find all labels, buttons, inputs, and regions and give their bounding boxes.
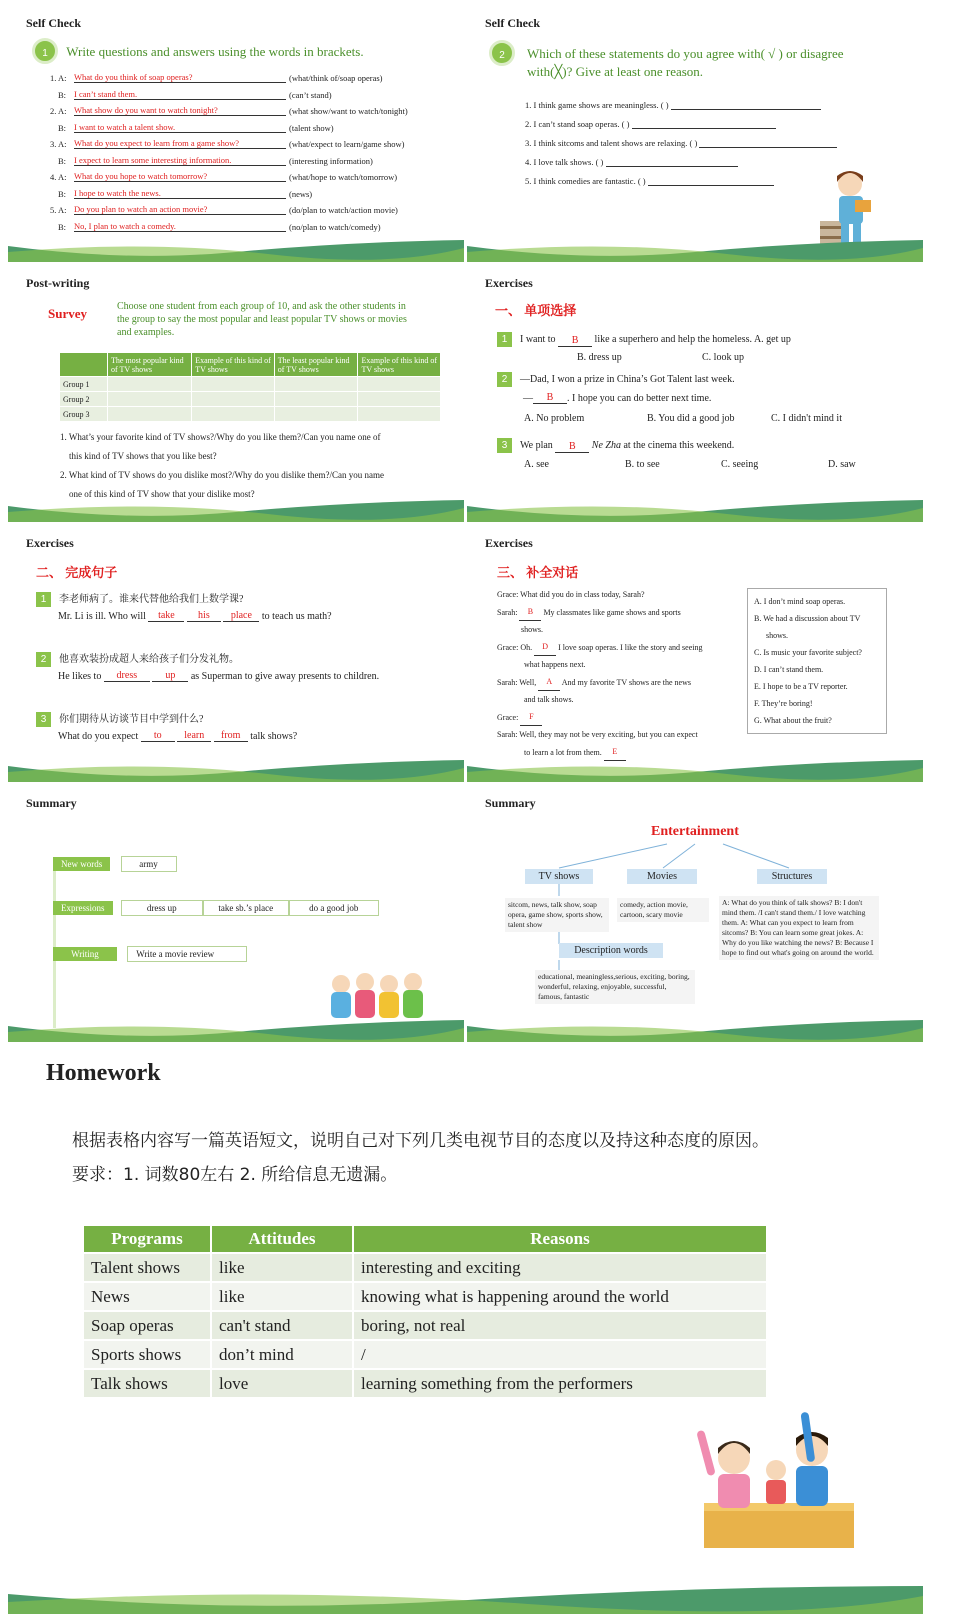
answer: B bbox=[527, 607, 534, 616]
answer-option: E. I hope to be a TV reporter. bbox=[754, 682, 848, 691]
wave-decoration bbox=[8, 1020, 464, 1042]
hint: (interesting information) bbox=[289, 155, 373, 166]
summary-item: do a good job bbox=[289, 900, 379, 916]
summary-category: Expressions bbox=[53, 901, 113, 915]
table-cell[interactable] bbox=[192, 407, 275, 422]
qa-row bbox=[58, 155, 373, 166]
slide-title: Exercises bbox=[485, 536, 533, 550]
qa-row bbox=[58, 122, 334, 133]
table-cell: Soap operas bbox=[83, 1311, 211, 1340]
answer: B bbox=[568, 441, 576, 452]
table-cell[interactable] bbox=[274, 392, 358, 407]
slide-summary-1 bbox=[8, 788, 464, 1042]
step-number-badge: 1 bbox=[32, 38, 58, 64]
answer: to bbox=[153, 730, 162, 741]
answer-option: F. They’re boring! bbox=[754, 699, 813, 708]
table-cell: Talent shows bbox=[83, 1253, 211, 1282]
qa-label: 3. A: bbox=[50, 139, 67, 149]
table-cell: can't stand bbox=[211, 1311, 353, 1340]
table-row bbox=[83, 1253, 767, 1282]
option: D. saw bbox=[828, 459, 856, 470]
table-row bbox=[83, 1340, 767, 1369]
summary-category: Writing bbox=[53, 947, 117, 961]
slide-exercises-complete-sentences: Exercises 二、 完成句子 1 李老师病了。谁来代替他给我们上数学课? Mr. Li is ill. Who will take his place to teach us math? 2 他喜欢装扮成超人来给孩子们分发礼物。 He likes to dress up as Superman to give away presents to children. 3 你们期待从访谈节目中学到什么? What do you expect to learn from talk shows? bbox=[8, 528, 464, 782]
mindmap-branch: Description words bbox=[559, 943, 663, 958]
hint: (what show/want to watch/tonight) bbox=[289, 106, 408, 116]
answer: I expect to learn some interesting information. bbox=[74, 154, 232, 165]
group-label: Group 3 bbox=[60, 407, 108, 422]
table-cell: love bbox=[211, 1369, 353, 1398]
statement-row bbox=[525, 119, 776, 129]
wave-decoration bbox=[8, 240, 464, 262]
slide-title: Self Check bbox=[485, 16, 540, 30]
table-cell: / bbox=[353, 1340, 767, 1369]
wave-decoration bbox=[8, 1584, 923, 1614]
instruction-line-1: 根据表格内容写一篇英语短文，说明自己对下列几类电视节目的态度以及持这种态度的原因。 bbox=[72, 1131, 769, 1151]
slide-title: Exercises bbox=[485, 276, 533, 290]
answer-option: A. I don’t mind soap operas. bbox=[754, 597, 846, 606]
question-number: 2 bbox=[36, 652, 51, 667]
statement: 4. I love talk shows. ( ) bbox=[525, 157, 604, 167]
answer: take bbox=[158, 610, 175, 621]
statement: 1. I think game shows are meaningless. ( ) bbox=[525, 100, 669, 110]
answer: F bbox=[529, 712, 534, 721]
answer: up bbox=[165, 670, 176, 681]
question-number: 1 bbox=[36, 592, 51, 607]
mindmap-leaf: sitcom, news, talk show, soap opera, game show, sports show, talent show bbox=[505, 898, 609, 932]
mindmap-root: Entertainment bbox=[651, 824, 739, 839]
answer: E bbox=[612, 747, 618, 756]
table-row bbox=[83, 1311, 767, 1340]
statement: 5. I think comedies are fantastic. ( ) bbox=[525, 176, 646, 186]
qa-row bbox=[58, 188, 312, 199]
table-header: Attitudes bbox=[211, 1225, 353, 1253]
chinese-prompt: 李老师病了。谁来代替他给我们上数学课? bbox=[59, 594, 244, 605]
homework-table bbox=[82, 1224, 768, 1399]
survey-instruction: Choose one student from each group of 10, and ask the other students in the group to say the most popular and least popular TV shows or movies and examples. bbox=[117, 301, 407, 338]
chinese-prompt: 你们期待从访谈节目中学到什么? bbox=[59, 714, 204, 725]
group-label: Group 2 bbox=[60, 392, 108, 407]
summary-item: army bbox=[121, 856, 177, 872]
mindmap-leaf: educational, meaningless,serious, exciting, boring, wonderful, relaxing, enjoyable, successful, famous, fantastic bbox=[535, 970, 695, 1004]
statement: 3. I think sitcoms and talent shows are relaxing. ( ) bbox=[525, 138, 698, 148]
hint: (news) bbox=[289, 188, 313, 199]
slide-self-check-2 bbox=[467, 8, 923, 262]
option: C. seeing bbox=[721, 459, 759, 470]
slide-self-check-1 bbox=[8, 8, 464, 262]
table-header: Example of this kind of TV shows bbox=[192, 353, 275, 377]
slide-summary-mindmap bbox=[467, 788, 923, 1042]
table-cell[interactable] bbox=[192, 377, 275, 392]
answer: B bbox=[571, 335, 579, 346]
survey-label: Survey bbox=[48, 306, 87, 321]
answer-option: C. Is music your favorite subject? bbox=[754, 648, 862, 657]
mindmap-branch: TV shows bbox=[525, 869, 593, 884]
question-number: 3 bbox=[497, 438, 512, 453]
hint: (no/plan to watch/comedy) bbox=[289, 221, 381, 232]
qa-row bbox=[50, 72, 382, 83]
answer: B bbox=[546, 392, 554, 403]
table-cell: like bbox=[211, 1253, 353, 1282]
section-heading: 一、 单项选择 bbox=[495, 303, 577, 318]
qa-label: B: bbox=[58, 221, 67, 232]
hint: (can’t stand) bbox=[289, 89, 332, 100]
answer-options-box bbox=[747, 588, 887, 734]
qa-row bbox=[50, 105, 408, 116]
answer: his bbox=[198, 610, 210, 621]
qa-label: B: bbox=[58, 89, 67, 100]
summary-item: dress up bbox=[121, 900, 203, 916]
statement-row bbox=[525, 100, 821, 110]
table-cell[interactable] bbox=[108, 377, 192, 392]
table-cell: knowing what is happening around the world bbox=[353, 1282, 767, 1311]
wave-decoration bbox=[467, 500, 923, 522]
slide-title: Exercises bbox=[26, 536, 74, 550]
table-cell: like bbox=[211, 1282, 353, 1311]
hint: (what/expect to learn/game show) bbox=[289, 139, 405, 149]
answer-option: D. I can’t stand them. bbox=[754, 665, 824, 674]
slide-homework bbox=[8, 1048, 923, 1614]
question-number: 3 bbox=[36, 712, 51, 727]
hint: (do/plan to watch/action movie) bbox=[289, 205, 398, 215]
question-number: 2 bbox=[497, 372, 512, 387]
table-cell[interactable] bbox=[192, 392, 275, 407]
table-row bbox=[83, 1369, 767, 1398]
slide-post-writing bbox=[8, 268, 464, 522]
option: B. to see bbox=[625, 459, 660, 470]
table-cell[interactable] bbox=[358, 377, 441, 392]
group-label: Group 1 bbox=[60, 377, 108, 392]
question-1: 1. What’s your favorite kind of TV shows?/Why do you like them?/Can you name one of bbox=[60, 432, 381, 442]
answer: Do you plan to watch an action movie? bbox=[74, 204, 208, 214]
qa-row bbox=[58, 221, 381, 232]
tree-line bbox=[53, 858, 56, 1028]
hint: (talent show) bbox=[289, 122, 334, 133]
answer: place bbox=[230, 610, 252, 621]
students-raising-hands-illustration bbox=[694, 1408, 854, 1558]
answer: I can’t stand them. bbox=[74, 88, 138, 99]
step-number-badge: 2 bbox=[489, 40, 515, 66]
question-2-cont: one of this kind of TV show that your dislike most? bbox=[69, 489, 255, 499]
answer: learn bbox=[184, 730, 205, 741]
question-1-cont: this kind of TV shows that you like best? bbox=[69, 451, 217, 461]
chinese-prompt: 他喜欢装扮成超人来给孩子们分发礼物。 bbox=[59, 654, 239, 665]
answer: What show do you want to watch tonight? bbox=[74, 105, 218, 115]
option: B. You did a good job bbox=[647, 413, 735, 424]
children-group-illustration bbox=[323, 966, 433, 1024]
table-header: Reasons bbox=[353, 1225, 767, 1253]
qa-row bbox=[50, 204, 398, 215]
table-header: Example of this kind of TV shows bbox=[358, 353, 441, 377]
instruction: Write questions and answers using the words in brackets. bbox=[66, 44, 364, 59]
option: C. I didn't mind it bbox=[771, 413, 842, 424]
answer: What do you expect to learn from a game show? bbox=[74, 138, 239, 148]
qa-label: 1. A: bbox=[50, 73, 67, 83]
table-header: The most popular kind of TV shows bbox=[108, 353, 192, 377]
statement-row bbox=[525, 138, 837, 148]
answer: from bbox=[221, 730, 241, 741]
wave-decoration bbox=[8, 500, 464, 522]
answer-option: G. What about the fruit? bbox=[754, 716, 832, 725]
table-cell[interactable] bbox=[108, 392, 192, 407]
summary-category: New words bbox=[53, 857, 110, 871]
table-cell[interactable] bbox=[274, 377, 358, 392]
dialogue: Grace: What did you do in class today, Sarah? Sarah: B My classmates like game shows and sports shows. Grace: Oh. D I love soap operas. I like the story and seeing what happens next. Sarah: Well, A And my favorite TV shows are the news and talk shows. Grace: F Sarah: Well, they may not be very exciting, but you can expect to learn a lot from them. E bbox=[497, 586, 703, 761]
table-cell: boring, not real bbox=[353, 1311, 767, 1340]
answer: D bbox=[542, 642, 548, 651]
section-heading: 二、 完成句子 bbox=[36, 565, 118, 580]
statement-row bbox=[525, 176, 774, 186]
table-row bbox=[60, 377, 441, 392]
table-cell: News bbox=[83, 1282, 211, 1311]
table-cell[interactable] bbox=[358, 392, 441, 407]
answer: I hope to watch the news. bbox=[74, 187, 161, 198]
table-cell: don’t mind bbox=[211, 1340, 353, 1369]
table-header bbox=[60, 353, 108, 377]
option: A. see bbox=[524, 459, 549, 470]
wave-decoration bbox=[467, 760, 923, 782]
slide-exercises-multiple-choice: Exercises 一、 单项选择 1 I want to B like a superhero and help the homeless. A. get up B. dress up C. look up 2 —Dad, I won a prize in China’s Got Talent last week. — B . I hope you can do better next time. A. No problem B. You did a good job C. I didn't mind it 3 We plan B Ne Zha at the cinema this weekend. A. see B. to see C. seeing D. saw bbox=[467, 268, 923, 522]
hint: (what/think of/soap operas) bbox=[289, 73, 383, 83]
table-row bbox=[83, 1282, 767, 1311]
option: C. look up bbox=[702, 352, 744, 363]
wave-decoration bbox=[8, 760, 464, 782]
answer: What do you think of soap operas? bbox=[74, 72, 193, 82]
section-heading: 三、 补全对话 bbox=[497, 565, 579, 580]
qa-row bbox=[50, 171, 397, 182]
qa-label: 2. A: bbox=[50, 106, 67, 116]
question-number: 1 bbox=[497, 332, 512, 347]
table-cell: Talk shows bbox=[83, 1369, 211, 1398]
qa-label: 5. A: bbox=[50, 205, 67, 215]
table-cell: learning something from the performers bbox=[353, 1369, 767, 1398]
qa-label: B: bbox=[58, 155, 67, 166]
slide-title: Post-writing bbox=[26, 276, 90, 290]
option: B. dress up bbox=[577, 352, 622, 363]
table-cell[interactable] bbox=[274, 407, 358, 422]
qa-row bbox=[58, 89, 332, 100]
slide-title: Homework bbox=[46, 1060, 161, 1086]
instruction-line-2: 要求：1. 词数80左右 2. 所给信息无遗漏。 bbox=[72, 1165, 398, 1185]
instruction-line-1: Which of these statements do you agree with( √ ) or disagree bbox=[527, 46, 844, 61]
qa-label: B: bbox=[58, 122, 67, 133]
hint: (what/hope to watch/tomorrow) bbox=[289, 172, 398, 182]
instruction-line-2: with(╳)? Give at least one reason. bbox=[527, 64, 704, 79]
qa-label: B: bbox=[58, 188, 67, 199]
table-header: The least popular kind of TV shows bbox=[274, 353, 358, 377]
mindmap-branch: Movies bbox=[627, 869, 697, 884]
table-header: Programs bbox=[83, 1225, 211, 1253]
table-row bbox=[60, 407, 441, 422]
statement: 2. I can’t stand soap operas. ( ) bbox=[525, 119, 630, 129]
qa-row bbox=[50, 138, 404, 149]
wave-decoration bbox=[467, 240, 923, 262]
slide-title: Self Check bbox=[26, 16, 81, 30]
option: A. No problem bbox=[524, 413, 585, 424]
mindmap-branch: Structures bbox=[757, 869, 827, 884]
survey-table bbox=[59, 352, 441, 422]
slide-exercises-dialogue bbox=[467, 528, 923, 782]
table-row bbox=[60, 392, 441, 407]
table-cell: Sports shows bbox=[83, 1340, 211, 1369]
answer-option: shows. bbox=[766, 631, 789, 640]
answer: A bbox=[546, 677, 553, 686]
slide-title: Summary bbox=[26, 796, 77, 810]
mindmap-leaf: comedy, action movie, cartoon, scary movie bbox=[617, 898, 709, 922]
slide-title: Summary bbox=[485, 796, 536, 810]
mindmap-leaf: A: What do you think of talk shows? B: I don't mind them. /I can't stand them./ I love watching them. A: What can you expect to learn from sitcoms? B: You can learn some great jokes. A: Why do you like watching the news? B: Because I hope to find out what's going on around the world. bbox=[719, 896, 879, 960]
statement-row bbox=[525, 157, 738, 167]
answer: I want to watch a talent show. bbox=[74, 121, 176, 132]
wave-decoration bbox=[467, 1020, 923, 1042]
summary-item: take sb.’s place bbox=[203, 900, 289, 916]
table-cell[interactable] bbox=[358, 407, 441, 422]
question-2: 2. What kind of TV shows do you dislike most?/Why do you dislike them?/Can you name bbox=[60, 470, 384, 480]
answer: No, I plan to watch a comedy. bbox=[74, 220, 176, 231]
summary-item: Write a movie review bbox=[127, 946, 247, 962]
table-cell[interactable] bbox=[108, 407, 192, 422]
answer: dress bbox=[116, 670, 138, 681]
answer-option: B. We had a discussion about TV bbox=[754, 614, 861, 623]
table-cell: interesting and exciting bbox=[353, 1253, 767, 1282]
answer: What do you hope to watch tomorrow? bbox=[74, 171, 208, 181]
qa-label: 4. A: bbox=[50, 172, 67, 182]
